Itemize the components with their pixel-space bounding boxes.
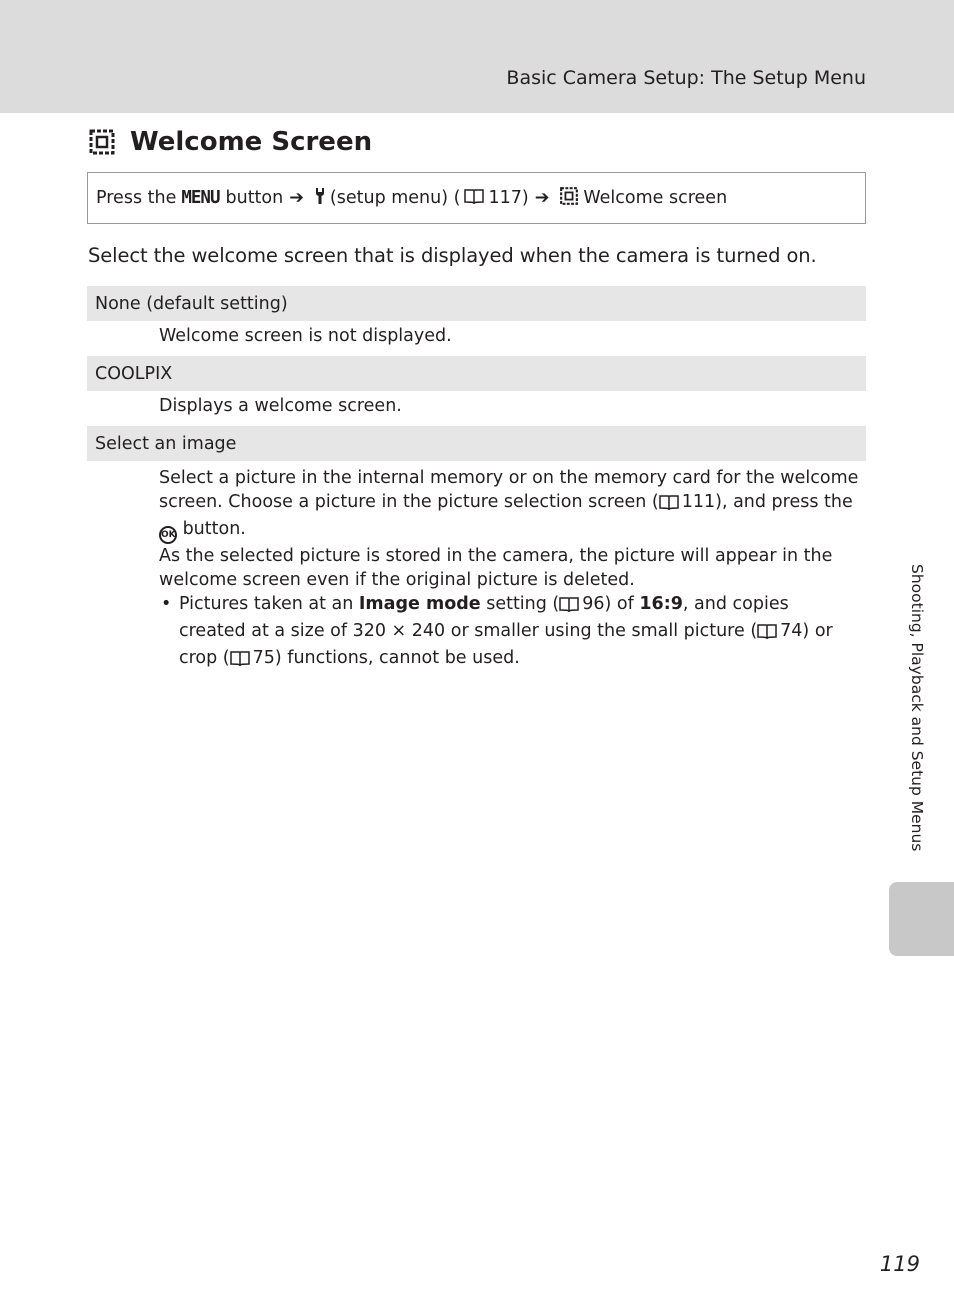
book-icon [659, 493, 679, 517]
arrow-right-icon: ➔ [289, 188, 304, 208]
side-tab [889, 882, 954, 956]
select-image-paragraph-1: Select a picture in the internal memory or on the memory card for the welcome screen. Choose a picture in the picture selection screen ( 111), and press the OK button. [159, 466, 859, 544]
welcome-screen-icon [559, 186, 579, 211]
book-icon [757, 622, 777, 646]
menu-navigation-path [87, 172, 866, 224]
menu-button-icon: MENU [181, 188, 220, 208]
section-title: Basic Camera Setup: The Setup Menu [506, 67, 866, 89]
option-desc-none: Welcome screen is not displayed. [159, 326, 452, 346]
bullet-icon: • [161, 594, 172, 614]
option-header-select-image: Select an image [87, 426, 866, 461]
welcome-screen-icon [88, 128, 116, 156]
page-title-text: Welcome Screen [130, 127, 373, 157]
nav-press-text: Press the [96, 188, 177, 208]
book-icon [559, 595, 579, 619]
option-desc-coolpix: Displays a welcome screen. [159, 396, 402, 416]
book-icon [230, 649, 250, 673]
option-header-coolpix: COOLPIX [87, 356, 866, 391]
option-header-none: None (default setting) [87, 286, 866, 321]
select-image-paragraph-2: As the selected picture is stored in the camera, the picture will appear in the welcome screen even if the original picture is deleted. [159, 546, 833, 590]
book-icon [464, 188, 484, 209]
nav-setup-menu-text: (setup menu) ( [329, 188, 461, 208]
select-image-description [159, 466, 859, 673]
side-tab-label: Shooting, Playback and Setup Menus [908, 564, 926, 852]
wrench-icon [314, 187, 326, 210]
ok-button-icon: OK [159, 526, 177, 544]
nav-button-text: button [225, 188, 284, 208]
page-title [88, 122, 372, 162]
page-number: 119 [879, 1252, 920, 1276]
nav-target-text: Welcome screen [583, 188, 728, 208]
intro-text: Select the welcome screen that is displayed when the camera is turned on. [88, 244, 817, 267]
note-bullet: • Pictures taken at an Image mode setting ( 96) of 16:9, and copies created at a size of 320 × 240 or smaller using the small picture ( 74) or crop ( 75) functions, cannot be used. [159, 592, 859, 673]
header-band [0, 0, 954, 113]
nav-page-ref: 117) [488, 188, 529, 208]
arrow-right-icon: ➔ [534, 188, 550, 208]
